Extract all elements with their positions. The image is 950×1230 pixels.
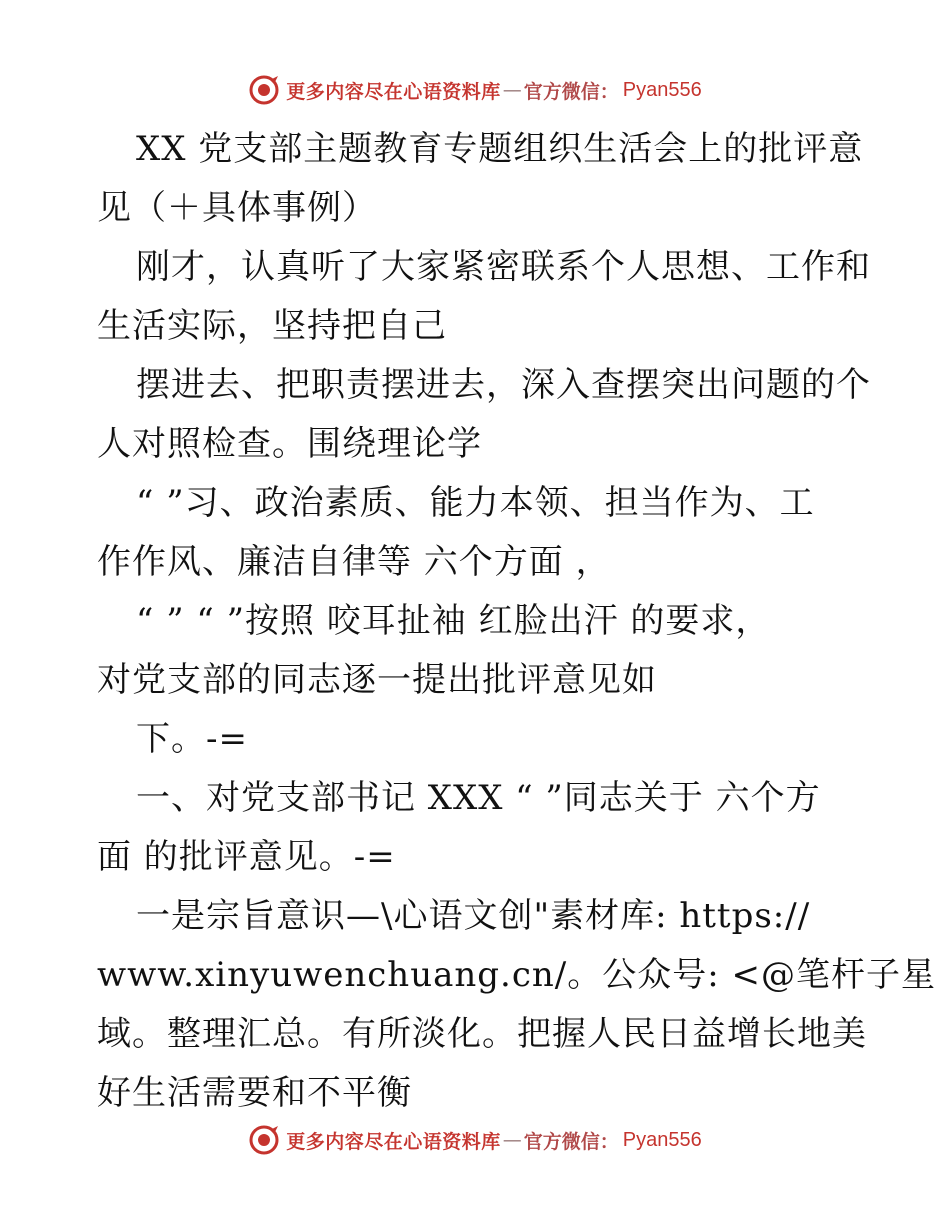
banner-separator: — [502,79,522,101]
text-line-2: 见（＋具体事例） [97,188,377,228]
banner-main-text: 更多内容尽在心语资料库 [286,80,501,103]
header-watermark-banner [0,70,950,110]
banner-wechat-id: Pyan556 [622,78,702,101]
text-line-7: “ ”习、政治素质、能力本领、担当作为、工 [136,483,815,523]
banner-wechat-label: 官方微信： [523,80,619,103]
text-line-14: 一是宗旨意识—\心语文创"素材库: https:// [136,896,811,936]
document-body [97,120,936,1123]
text-line-12: 一、对党支部书记 XXX “ ”同志关于 六个方 [136,778,821,818]
banner-main-text: 更多内容尽在心语资料库 [286,1130,501,1153]
logo-icon [248,1124,280,1156]
text-line-5: 摆进去、把职责摆进去，深入查摆突出问题的个 [136,365,871,405]
text-line-9: “ ” “ ”按照 咬耳扯袖 红脸出汗 的要求， [136,601,771,641]
logo-icon [248,74,280,106]
banner-wechat-label: 官方微信： [523,1130,619,1153]
text-line-16: 域。整理汇总。有所淡化。把握人民日益增长地美 [97,1014,867,1054]
text-line-11: 下。-= [136,719,248,759]
text-line-10: 对党支部的同志逐一提出批评意见如 [97,660,657,700]
text-line-6: 人对照检查。围绕理论学 [97,424,482,464]
text-line-3: 刚才，认真听了大家紧密联系个人思想、工作和 [136,247,871,287]
banner-separator: — [502,1129,522,1151]
text-line-15: www.xinyuwenchuang.cn/。公众号: <@笔杆子星 [97,955,936,995]
text-line-17: 好生活需要和不平衡 [97,1073,412,1113]
banner-wechat-id: Pyan556 [622,1128,702,1151]
footer-watermark-banner [0,1120,950,1160]
text-line-4: 生活实际，坚持把自己 [97,306,447,346]
text-line-13: 面 的批评意见。-= [97,837,396,877]
text-line-1: XX 党支部主题教育专题组织生活会上的批评意 [136,129,864,169]
text-line-8: 作作风、廉洁自律等 六个方面 ， [97,542,611,582]
